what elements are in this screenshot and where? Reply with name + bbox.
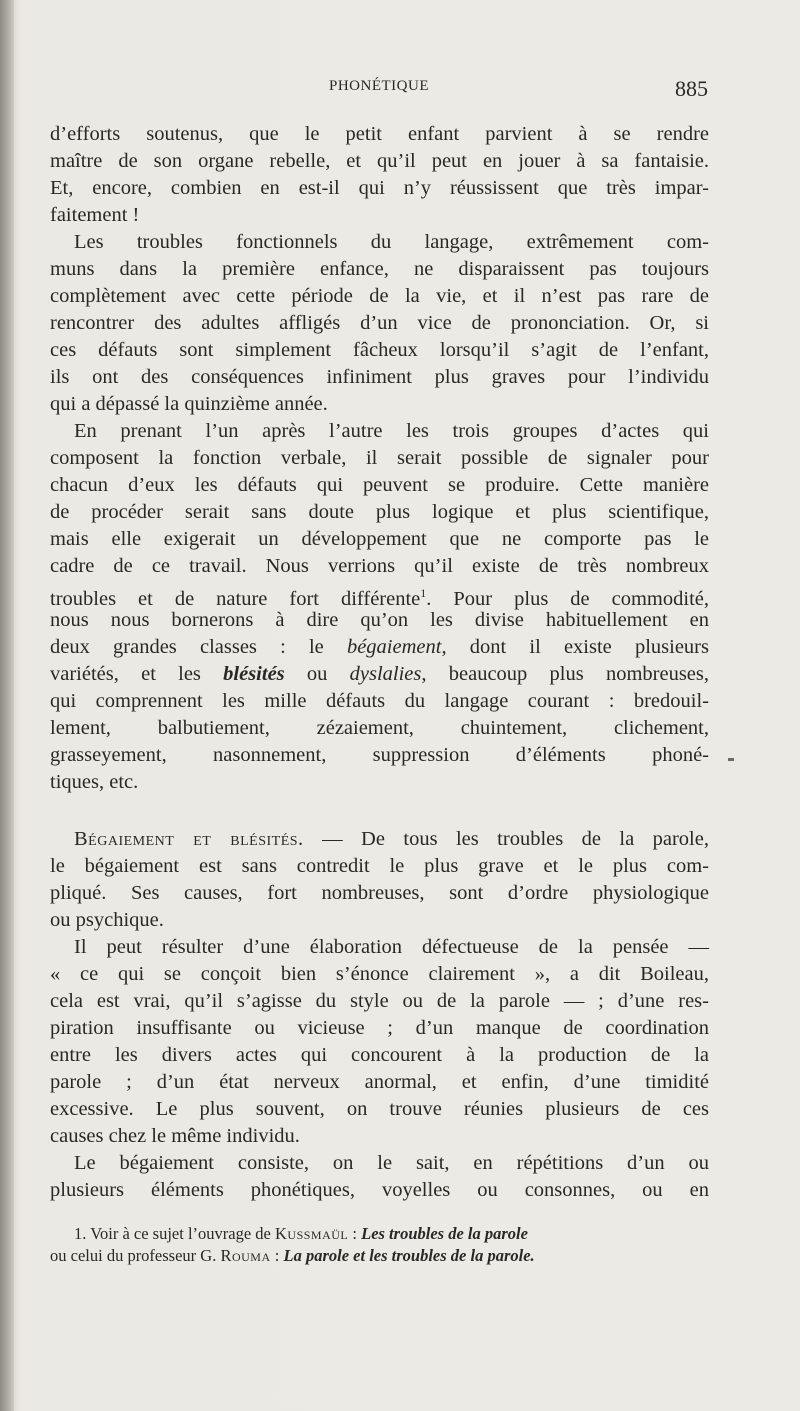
- text-line: cadre de ce travail. Nous verrions qu’il existe de très nombreux: [50, 555, 709, 577]
- text-line: « ce qui se conçoit bien s’énonce clairement », a dit Boileau,: [50, 963, 709, 985]
- book-title: La parole et les troubles de la parole.: [283, 1246, 535, 1265]
- text-line: le bégaiement est sans contredit le plus grave et le plus com-: [50, 855, 709, 877]
- text-line: Et, encore, combien en est-il qui n’y réussissent que très impar-: [50, 177, 709, 199]
- section-heading: Bégaiement et blésités.: [74, 828, 304, 850]
- text-segment: :: [270, 1246, 284, 1265]
- text-line: grasseyement, nasonnement, suppression d’éléments phoné-: [50, 744, 709, 766]
- page-number: 885: [675, 76, 708, 101]
- text-line: maître de son organe rebelle, et qu’il peut en jouer à sa fantaisie.: [50, 150, 709, 172]
- text-segment: variétés, et les: [50, 663, 224, 685]
- text-line: composent la fonction verbale, il serait possible de signaler pour: [50, 447, 709, 469]
- footnote-line: [50, 1245, 709, 1267]
- body-text: [50, 121, 709, 1204]
- text-line: [50, 661, 709, 688]
- text-line: faitement !: [50, 204, 140, 226]
- text-line: plusieurs éléments phonétiques, voyelles ou consonnes, ou en: [50, 1179, 709, 1201]
- page-header: [50, 76, 708, 102]
- author-name: Kussmaül: [275, 1224, 349, 1243]
- text-line: rencontrer des adultes affligés d’un vice de prononciation. Or, si: [50, 312, 709, 334]
- text-line: piration insuffisante ou vicieuse ; d’un manque de coordination: [50, 1017, 709, 1039]
- text-line: qui comprennent les mille défauts du langage courant : bredouil-: [50, 690, 709, 712]
- text-segment: , dont il existe plusieurs: [441, 636, 709, 658]
- text-line: Le bégaiement consiste, on le sait, en répétitions d’un ou: [74, 1152, 709, 1174]
- text-line: muns dans la première enfance, ne disparaissent pas toujours: [50, 258, 709, 280]
- text-segment: , beaucoup plus nombreuses,: [421, 663, 710, 685]
- text-line: d’efforts soutenus, que le petit enfant parvient à se rendre: [50, 123, 709, 145]
- term-blesites: blésités: [223, 663, 285, 685]
- ink-smudge: [728, 758, 734, 761]
- footnote-reference[interactable]: 1: [420, 586, 427, 600]
- text-line: nous nous bornerons à dire qu’on les divise habituellement en: [50, 609, 709, 631]
- text-segment: deux grandes classes : le: [50, 636, 347, 658]
- text-line: [50, 826, 709, 853]
- text-line: lement, balbutiement, zézaiement, chuintement, clichement,: [50, 717, 709, 739]
- text-line: de procéder serait sans doute plus logique et plus scientifique,: [50, 501, 709, 523]
- text-line: ou psychique.: [50, 909, 164, 931]
- text-line: Il peut résulter d’une élaboration défectueuse de la pensée —: [74, 936, 709, 958]
- text-line: pliqué. Ses causes, fort nombreuses, sont d’ordre physiologique: [50, 882, 709, 904]
- text-line: ces défauts sont simplement fâcheux lorsqu’il s’agit de l’enfant,: [50, 339, 709, 361]
- text-line: ils ont des conséquences infiniment plus graves pour l’individu: [50, 366, 709, 388]
- text-line: qui a dépassé la quinzième année.: [50, 393, 328, 415]
- text-line: [50, 634, 709, 661]
- author-name: Rouma: [220, 1246, 271, 1265]
- book-title: Les troubles de la parole: [361, 1224, 528, 1243]
- footnote-marker: 1.: [74, 1224, 87, 1243]
- text-line: cela est vrai, qu’il s’agisse du style ou de la parole — ; d’une res-: [50, 990, 709, 1012]
- text-line: excessive. Le plus souvent, on trouve réunies plusieurs de ces: [50, 1098, 709, 1120]
- footnotes: [50, 1223, 709, 1267]
- book-spine-shadow: [0, 0, 14, 1411]
- text-line: parole ; d’un état nerveux anormal, et enfin, d’une timidité: [50, 1071, 709, 1093]
- text-line: [50, 580, 709, 610]
- text-segment: troubles et de nature fort différente: [50, 587, 421, 610]
- text-line: mais elle exigerait un développement que ne comporte pas le: [50, 528, 709, 550]
- section-gap: [50, 796, 709, 826]
- footnote-line: [50, 1223, 709, 1245]
- running-head: PHONÉTIQUE: [329, 78, 429, 94]
- text-segment: ou celui du professeur G.: [50, 1246, 221, 1265]
- text-line: causes chez le même individu.: [50, 1125, 300, 1147]
- term-begaiement: bégaiement: [346, 636, 442, 658]
- text-line: chacun d’eux les défauts qui peuvent se produire. Cette manière: [50, 474, 709, 496]
- text-segment: . Pour plus de commodité,: [426, 587, 709, 610]
- text-segment: ou: [284, 663, 350, 685]
- text-line: Les troubles fonctionnels du langage, extrêmement com-: [74, 231, 709, 253]
- text-line: entre les divers actes qui concourent à la production de la: [50, 1044, 709, 1066]
- text-segment: Voir à ce sujet l’ouvrage de: [86, 1224, 275, 1243]
- text-line: En prenant l’un après l’autre les trois groupes d’actes qui: [74, 420, 709, 442]
- text-line: tiques, etc.: [50, 771, 139, 793]
- text-segment: :: [348, 1224, 362, 1243]
- term-dyslalies: dyslalies: [349, 663, 422, 685]
- text-segment: — De tous les troubles de la parole,: [303, 828, 709, 850]
- text-line: complètement avec cette période de la vie, et il n’est pas rare de: [50, 285, 709, 307]
